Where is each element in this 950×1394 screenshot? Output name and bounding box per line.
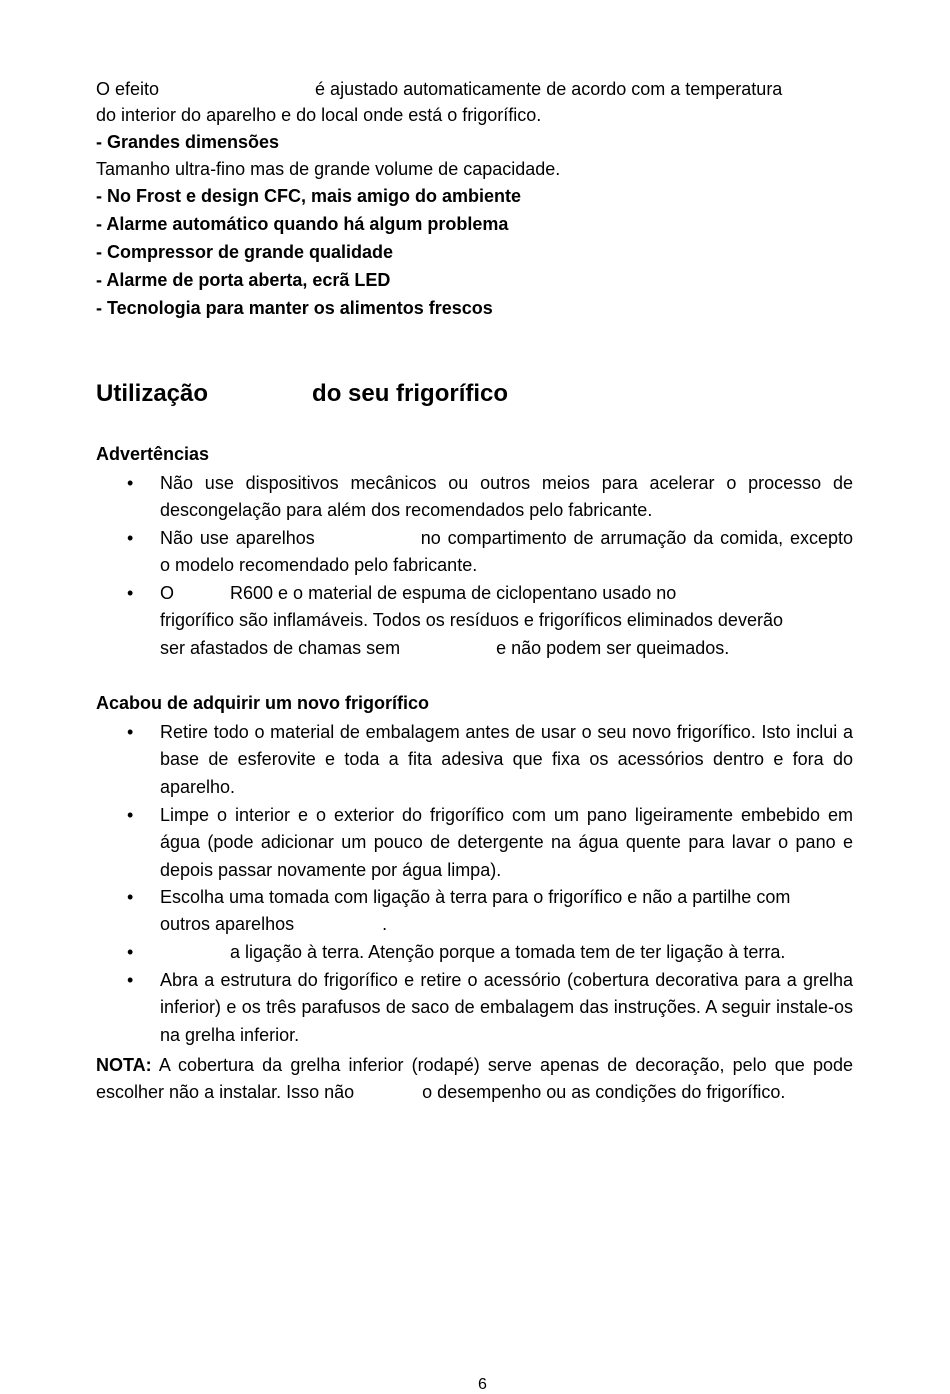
warning-item-1: Não use dispositivos mecânicos ou outros meios para acelerar o processo de descongelação para além dos recomendados pelo fabricante.: [160, 473, 853, 521]
section-title-a: Utilização: [96, 380, 209, 407]
warning-item-2a: Não use aparelhos: [160, 528, 315, 548]
warning-item-3e: e não podem ser queimados.: [496, 637, 730, 658]
note-label: NOTA:: [96, 1055, 152, 1075]
note-text-b: o desempenho ou as condições do frigorífico.: [422, 1082, 786, 1103]
grandes-dimensoes-heading: - Grandes dimensões: [96, 132, 280, 152]
newfridge-item-4: a ligação à terra. Atenção porque a tomada tem de ter ligação à terra.: [230, 942, 786, 962]
warning-item-3: [160, 580, 853, 662]
intro-line-3: Tamanho ultra-fino mas de grande volume de capacidade.: [96, 159, 561, 179]
bullet: •: [127, 805, 134, 825]
bullet: •: [127, 528, 134, 548]
newfridge-heading: Acabou de adquirir um novo frigorífico: [96, 693, 430, 713]
feature-item: - Compressor de grande qualidade: [96, 242, 394, 262]
bullet: •: [127, 722, 134, 742]
warnings-heading: Advertências: [96, 444, 210, 464]
feature-item: - Tecnologia para manter os alimentos frescos: [96, 298, 493, 318]
feature-item: - Alarme de porta aberta, ecrã LED: [96, 270, 391, 290]
newfridge-item-5: Abra a estrutura do frigorífico e retire o acessório (cobertura decorativa para a grelha inferior) e os três parafusos de saco de embalagem das instruções. A seguir instale-os na grelha inferior.: [160, 970, 853, 1045]
note-paragraph: [96, 1052, 853, 1107]
bullet: •: [127, 473, 134, 493]
feature-item: - No Frost e design CFC, mais amigo do ambiente: [96, 186, 522, 206]
note-text-a: A cobertura da grelha inferior (rodapé) serve apenas de decoração, pelo que pode escolher não a instalar. Isso não: [96, 1055, 853, 1103]
warning-item-3a: O: [160, 583, 175, 603]
intro-line-1: [96, 78, 782, 100]
newfridge-item-3b: outros aparelhos: [160, 914, 295, 935]
newfridge-item-1: Retire todo o material de embalagem antes de usar o seu novo frigorífico. Isto inclui a base de esferovite e toda a fita adesiva que fixa os acessórios dentro e fora do aparelho.: [160, 722, 853, 797]
newfridge-item-3c: .: [382, 914, 388, 935]
section-title: [96, 380, 508, 408]
warning-item-3d: ser afastados de chamas sem: [160, 637, 401, 658]
newfridge-item-3a: Escolha uma tomada com ligação à terra para o frigorífico e não a partilhe com: [160, 887, 791, 907]
bullet: •: [127, 887, 134, 907]
warning-item-3c: frigorífico são inflamáveis. Todos os resíduos e frigoríficos eliminados deverão: [160, 610, 783, 631]
warning-item-3b: R600 e o material de espuma de ciclopentano usado no: [230, 583, 677, 603]
warning-item-2: [160, 525, 853, 580]
bullet: •: [127, 583, 134, 603]
intro-line-2: do interior do aparelho e do local onde está o frigorífico.: [96, 105, 542, 125]
page-number: 6: [478, 1376, 487, 1393]
newfridge-item-3: [160, 884, 853, 939]
intro-line-1a: O efeito: [96, 79, 160, 99]
feature-item: - Alarme automático quando há algum problema: [96, 214, 509, 234]
bullet: •: [127, 942, 134, 962]
intro-line-1b: é ajustado automaticamente de acordo com a temperatura: [315, 79, 783, 99]
bullet: •: [127, 970, 134, 990]
warning-item-2b: no compartimento de arrumação da comida, excepto o modelo recomendado pelo fabricante.: [160, 528, 853, 576]
newfridge-item-2: Limpe o interior e o exterior do frigorífico com um pano ligeiramente embebido em água (pode adicionar um pouco de detergente na água quente para lavar o pano e depois passar novamente por água limpa).: [160, 805, 853, 880]
section-title-b: do seu frigorífico: [312, 380, 509, 407]
